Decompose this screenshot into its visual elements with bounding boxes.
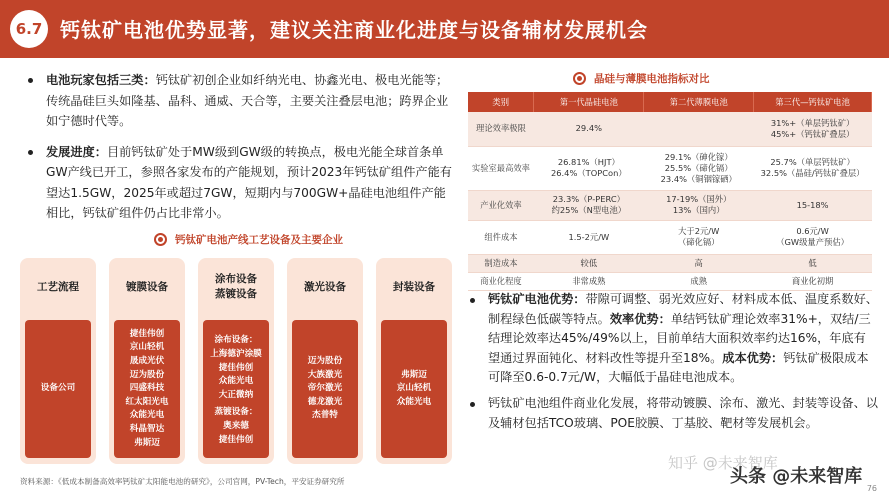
chain-company: 帝尔激光 <box>307 383 343 394</box>
chain-column-head: 镀膜设备 <box>126 280 168 293</box>
chain-column-body <box>381 320 447 458</box>
table-cell: 大于2元/W （碲化镉） <box>644 220 754 254</box>
table-row <box>468 272 872 290</box>
chain-caption-text: 钙钛矿电池产线工艺设备及主要企业 <box>175 234 343 246</box>
chain-column-head: 工艺流程 <box>37 280 79 293</box>
table-header-cell: 第三代—钙钛矿电池 <box>754 92 872 112</box>
table-cell: 高 <box>644 254 754 272</box>
bullet-text: 目前钙钛矿处于MW级到GW级的转换点，极电光能全球首条单GW产线已开工，参照各家发布的产能规划，预计2023年钙钛矿组件产能有望达1.5GW，2025年或超过7GW，短期内与700GW+晶硅电池组件产能相比，钙钛矿组件仍占比非常小。 <box>46 144 452 220</box>
chain-company: 德龙激光 <box>307 396 343 407</box>
chain-company: 四盛科技 <box>129 383 165 394</box>
table-cell: 17-19%（国外） 13%（国内） <box>644 190 754 220</box>
chain-company: 杰普特 <box>312 410 338 421</box>
chain-company: 捷佳伟创 <box>218 434 254 445</box>
table-row-label: 商业化程度 <box>468 272 534 290</box>
table-cell: 商业化初期 <box>754 272 872 290</box>
table-row-label: 制造成本 <box>468 254 534 272</box>
table-cell: 23.3%（P-PERC） 约25%（N型电池） <box>534 190 644 220</box>
chain-column-head: 涂布设备 蒸镀设备 <box>215 273 257 300</box>
chain-column <box>287 258 363 464</box>
table-row <box>468 220 872 254</box>
table-cell <box>644 112 754 146</box>
table-row-label: 产业化效率 <box>468 190 534 220</box>
table-cell: 1.5-2元/W <box>534 220 644 254</box>
watermark-zhihu: 知乎 @未来智库 <box>668 454 778 472</box>
chain-group-label: 涂布设备： <box>214 334 258 345</box>
table-row <box>468 254 872 272</box>
table-row-label: 理论效率极限 <box>468 112 534 146</box>
chain-company: 捷佳伟创 <box>218 362 254 373</box>
target-icon <box>154 233 167 246</box>
table-caption-text: 晶硅与薄膜电池指标对比 <box>594 73 710 85</box>
table-header-row <box>468 92 872 112</box>
watermark-toutiao: 头条 @未来智库 <box>730 466 863 487</box>
table-row-label: 实验室最高效率 <box>468 146 534 190</box>
chain-group-label: 蒸镀设备： <box>214 406 258 417</box>
table-row <box>468 146 872 190</box>
table-cell: 非常成熟 <box>534 272 644 290</box>
section-number: 6.7 <box>10 10 48 48</box>
table-row-label: 组件成本 <box>468 220 534 254</box>
chain-company: 弗斯迈 <box>134 437 160 448</box>
chain-company: 京山轻机 <box>129 342 165 353</box>
chain-company: 大正微纳 <box>218 390 254 400</box>
bullet-lead: 发展进度： <box>46 144 107 159</box>
chain-company: 晟成光伏 <box>129 356 165 367</box>
bullet-lead: 电池玩家包括三类： <box>46 73 156 87</box>
table-cell: 25.7%（单层钙钛矿） 32.5%（晶硅/钙钛矿叠层） <box>754 146 872 190</box>
source-note: 资料来源：《低成本制备高效率钙钛矿太阳能电池的研究》，公司官网，PV-Tech，平安证券研究所 <box>20 477 345 486</box>
chain-column-head: 激光设备 <box>304 280 346 293</box>
table-cell: 29.1%（砷化镓） 25.5%（碲化镉） 23.4%（铜铟镓硒） <box>644 146 754 190</box>
bullet-progress <box>20 142 452 224</box>
bullet-text: 单结钙钛矿理论效率31%+，双结/三结理论效率达45%/49%以上，目前单结大面积效率约达16%，年底有望通过界面钝化、材料改性等提升至18%。 <box>488 311 871 365</box>
chain-company: 红太阳光电 <box>125 396 169 407</box>
chain-column-body <box>25 320 91 458</box>
chain-column-body <box>292 320 358 458</box>
table-row <box>468 112 872 146</box>
table-header-cell: 第一代晶硅电池 <box>534 92 644 112</box>
bullet-text: 钙钛矿极限成本可降至0.6-0.7元/W，大幅低于晶硅电池成本。 <box>488 350 869 385</box>
table-cell: 成熟 <box>644 272 754 290</box>
chain-company: 上海德沪涂膜 <box>210 349 262 360</box>
chain-company: 设备公司 <box>40 383 76 394</box>
table-cell: 较低 <box>534 254 644 272</box>
header-bar <box>0 0 889 58</box>
chain-company: 众能光电 <box>218 376 254 387</box>
chain-company: 迈为股份 <box>307 356 343 367</box>
chain-company: 奥来德 <box>223 421 249 432</box>
chain-company: 捷佳伟创 <box>129 328 165 339</box>
chain-column-body <box>114 320 180 458</box>
bullet-commercialization <box>462 394 878 433</box>
table-row <box>468 190 872 220</box>
bullet-text: 带隙可调整、弱光效应好、材料成本低、温度系数好、制程绿色低碳等特点。 <box>488 292 878 326</box>
chain-column-body <box>203 320 269 458</box>
chain-company: 众能光电 <box>396 396 432 407</box>
chain-column <box>109 258 185 464</box>
chain-company: 弗斯迈 <box>401 369 427 380</box>
chain-column <box>376 258 452 464</box>
bullet-text: 钙钛矿初创企业如纤纳光电、协鑫光电、极电光能等；传统晶硅巨头如隆基、晶科、通威、天合等，主要关注叠层电池；跨界企业如宁德时代等。 <box>46 73 449 128</box>
chain-company: 迈为股份 <box>129 369 165 380</box>
table-cell: 15-18% <box>754 190 872 220</box>
chain-company: 大族激光 <box>307 369 343 380</box>
bullet-players <box>20 70 452 132</box>
left-bullets <box>20 70 452 234</box>
bullet-lead: 成本优势： <box>722 350 784 365</box>
chain-column <box>198 258 274 464</box>
table-cell: 29.4% <box>534 112 644 146</box>
chain-column-head: 封装设备 <box>393 280 435 293</box>
page-title: 钙钛矿电池优势显著，建议关注商业化进度与设备辅材发展机会 <box>60 18 648 42</box>
chain-company: 京山轻机 <box>396 383 432 394</box>
bullet-lead: 钙钛矿电池优势： <box>488 292 586 306</box>
chain-company: 众能光电 <box>129 410 165 421</box>
equipment-chain <box>20 258 452 464</box>
page-number: 76 <box>866 484 877 493</box>
right-bullets <box>462 290 878 439</box>
comparison-table <box>468 92 872 291</box>
table-caption <box>573 71 710 86</box>
table-cell: 26.81%（HJT） 26.4%（TOPCon） <box>534 146 644 190</box>
table-cell: 低 <box>754 254 872 272</box>
table-cell: 31%+（单层钙钛矿） 45%+（钙钛矿叠层） <box>754 112 872 146</box>
chain-caption <box>154 232 343 247</box>
bullet-text: 钙钛矿电池组件商业化发展，将带动镀膜、涂布、激光、封装等设备、以及辅材包括TCO玻璃、POE胶膜、丁基胶、靶材等发展机会。 <box>488 395 878 430</box>
target-icon <box>573 72 586 85</box>
chain-column <box>20 258 96 464</box>
chain-company: 科晶智达 <box>129 423 165 434</box>
table-header-cell: 类别 <box>468 92 534 112</box>
bullet-lead: 效率优势： <box>609 311 671 326</box>
bullet-advantages <box>462 290 878 388</box>
table-header-cell: 第二代薄膜电池 <box>644 92 754 112</box>
table-cell: 0.6元/W （GW级量产预估） <box>754 220 872 254</box>
